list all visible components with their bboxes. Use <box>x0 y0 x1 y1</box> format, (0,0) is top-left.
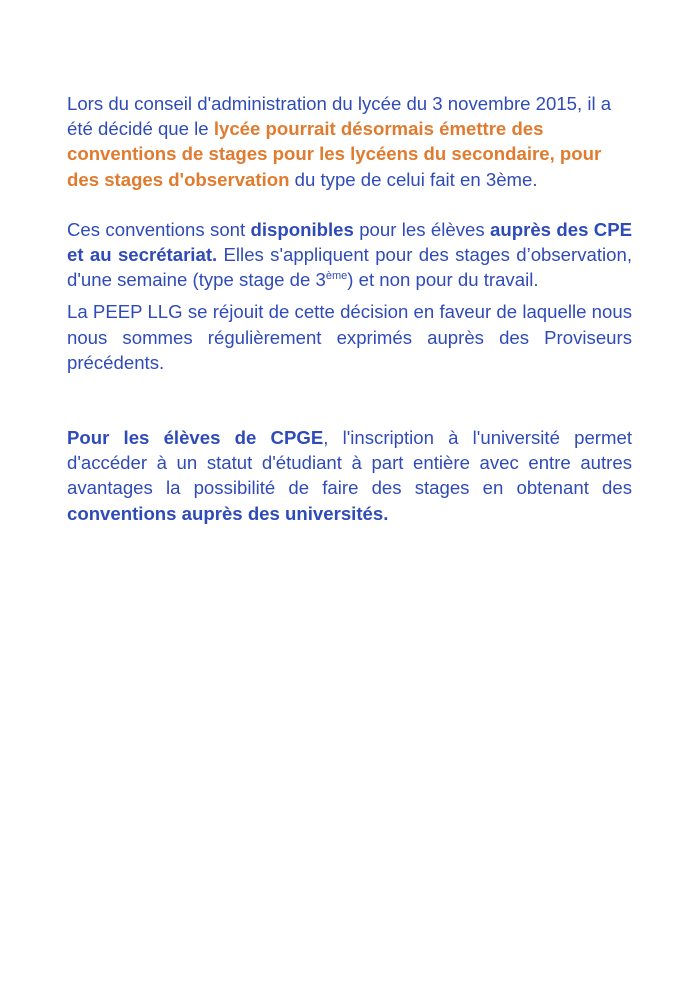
paragraph-peep-statement <box>67 299 632 375</box>
p1-highlight: lycée pourrait désormais émettre des conventions de stages pour les lycéens du secondaire, pour des stages d'observation <box>67 118 602 190</box>
p4-bold-cpge: Pour les élèves de CPGE <box>67 427 324 449</box>
p2-superscript: ème <box>325 270 348 283</box>
p2-bold-disponibles: disponibles <box>250 218 354 240</box>
paragraph-conventions-availability <box>67 217 632 293</box>
p2-text-e: Elles s'appliquent pour des stages d’observation, d'une semaine (type stage de 3 <box>67 244 632 291</box>
p3-text: La PEEP LLG se réjouit de cette décision en faveur de laquelle nous nous sommes régulièrement exprimés auprès des Proviseurs précédents. <box>67 301 632 373</box>
paragraph-lycee-decision <box>67 91 632 192</box>
p2-bold-aupres: auprès des CPE et au secrétariat. <box>67 218 632 266</box>
p1-text-c: du type de celui fait en 3ème. <box>289 168 538 190</box>
paragraph-cpge <box>67 425 632 526</box>
p2-text-a: Ces conventions sont <box>67 218 251 240</box>
p4-bold-conventions: conventions auprès des universités. <box>67 502 389 524</box>
document-body <box>67 91 632 526</box>
p4-text-b: , l'inscription à l'université permet d'accéder à un statut d'étudiant à part entière avec entre autres avantages la possibilité de faire des stages en obtenant des <box>67 427 632 499</box>
p1-text-a: Lors du conseil d'administration du lycée du 3 novembre 2015, il a été décidé que le <box>67 93 612 140</box>
p2-text-f: ) et non pour du travail. <box>347 269 539 291</box>
p2-text-c: pour les élèves <box>353 218 491 240</box>
